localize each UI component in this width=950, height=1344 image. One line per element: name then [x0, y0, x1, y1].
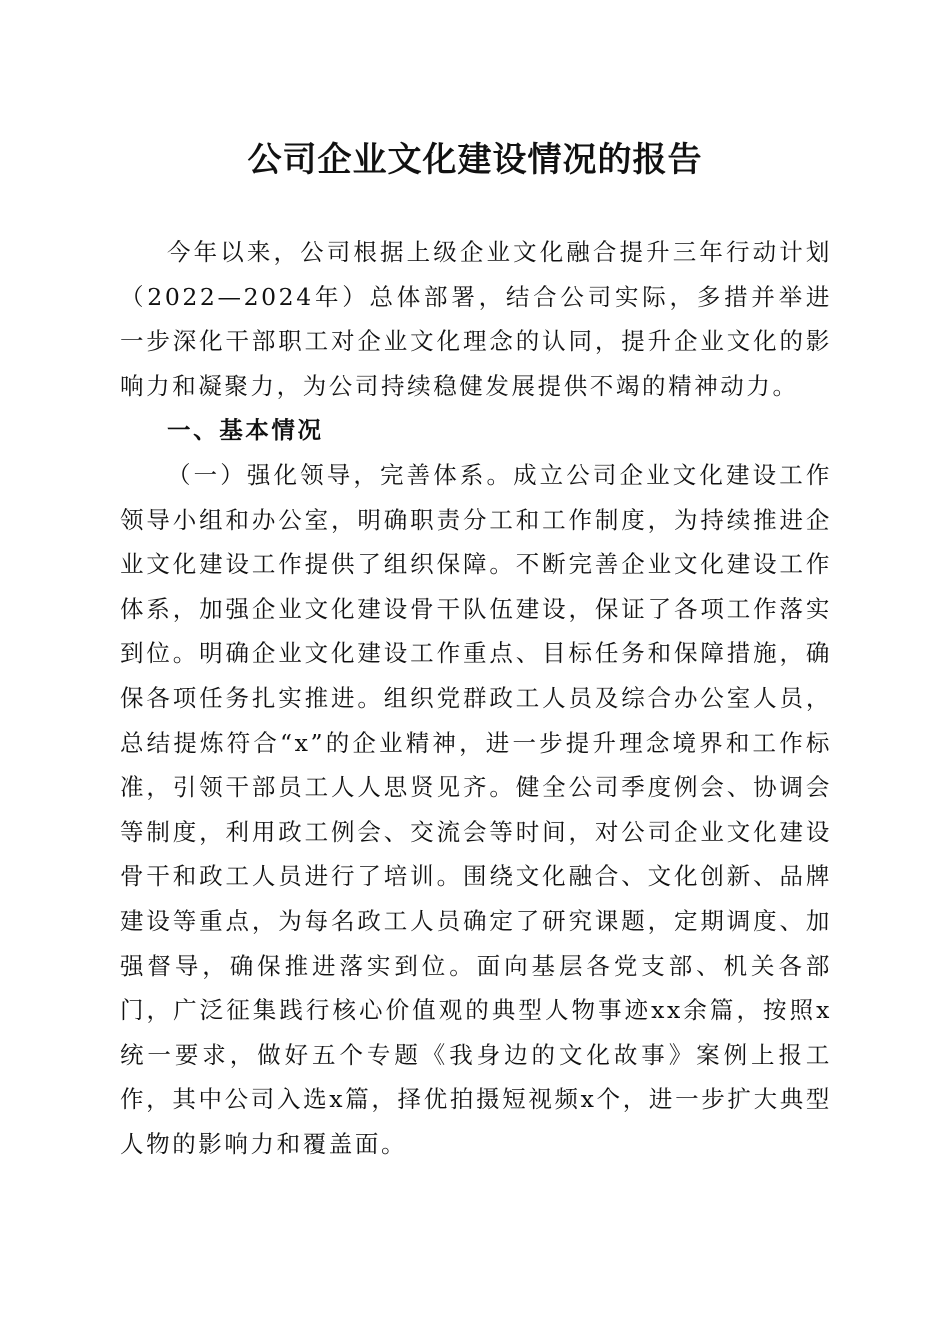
subsection-paragraph	[120, 453, 832, 1167]
subsection-heading: （一）强化领导，完善体系。	[167, 460, 514, 489]
document-body	[120, 230, 832, 1166]
document-title: 公司企业文化建设情况的报告	[247, 140, 703, 180]
intro-paragraph: 今年以来，公司根据上级企业文化融合提升三年行动计划（2022—2024年）总体部署，结合公司实际，多措并举进一步深化干部职工对企业文化理念的认同，提升企业文化的影响力和凝聚力，为公司持续稳健发展提供不竭的精神动力。	[120, 238, 832, 400]
section-heading: 一、基本情况	[167, 416, 324, 445]
subsection-body: 成立公司企业文化建设工作领导小组和办公室，明确职责分工和工作制度，为持续推进企业文化建设工作提供了组织保障。不断完善企业文化建设工作体系，加强企业文化建设骨干队伍建设，保证了各项工作落实到位。明确企业文化建设工作重点、目标任务和保障措施，确保各项任务扎实推进。组织党群政工人员及综合办公室人员，总结提炼符合“x”的企业精神，进一步提升理念境界和工作标准，引领干部员工人人思贤见齐。健全公司季度例会、协调会等制度，利用政工例会、交流会等时间，对公司企业文化建设骨干和政工人员进行了培训。围绕文化融合、文化创新、品牌建设等重点，为每名政工人员确定了研究课题，定期调度、加强督导，确保推进落实到位。面向基层各党支部、机关各部门，广泛征集践行核心价值观的典型人物事迹xx余篇，按照x统一要求，做好五个专题《我身边的文化故事》案例上报工作，其中公司入选x篇，择优拍摄短视频x个，进一步扩大典型人物的影响力和覆盖面。	[120, 460, 832, 1158]
